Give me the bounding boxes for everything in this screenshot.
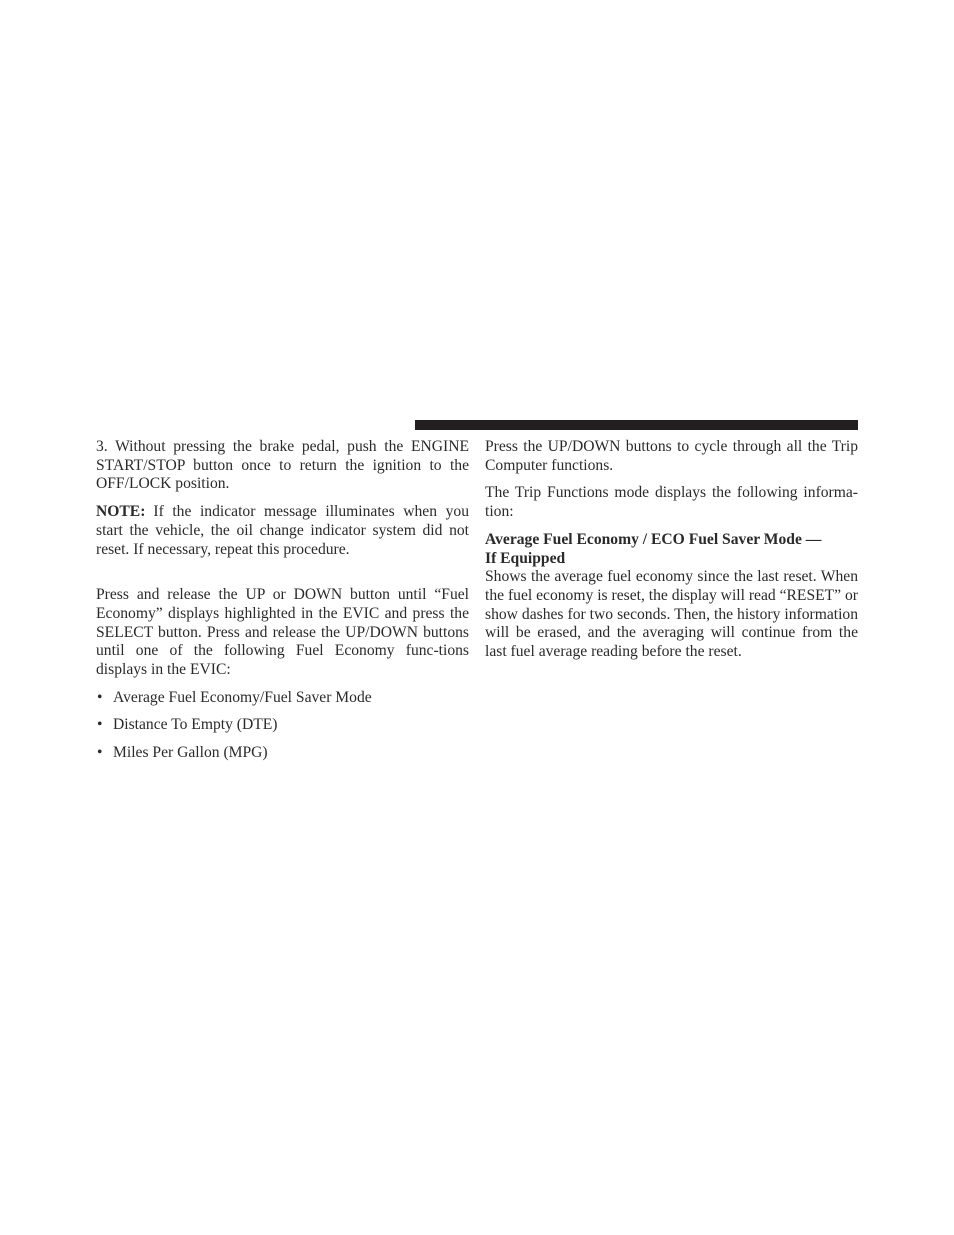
step-3-paragraph: 3. Without pressing the brake pedal, push the ENGINE START/STOP button once to return the ignition to the OFF/LOCK position. [96, 438, 469, 493]
note-label: NOTE: [96, 503, 146, 521]
list-item [96, 689, 469, 708]
list-item [96, 716, 469, 735]
bullet-icon: • [97, 688, 103, 706]
cycle-paragraph: Press the UP/DOWN buttons to cycle through all the Trip Computer functions. [485, 438, 858, 474]
note-paragraph [96, 503, 469, 559]
list-item [96, 744, 469, 763]
heading-line-2: If Equipped [485, 549, 566, 567]
left-column [96, 438, 469, 772]
fuel-economy-intro: Press and release the UP or DOWN button until “Fuel Economy” displays highlighted in the EVIC and press the SELECT button. Press and release the UP/DOWN buttons until one of the following Fuel Economy func-tions displays in the EVIC: [96, 586, 469, 679]
bullet-icon: • [97, 744, 103, 762]
list-item-text: Miles Per Gallon (MPG) [113, 744, 268, 762]
bullet-icon: • [97, 716, 103, 734]
header-bar [415, 420, 858, 430]
right-column [485, 438, 858, 662]
heading-line-1: Average Fuel Economy / ECO Fuel Saver Mode — [485, 530, 822, 548]
list-item-text: Distance To Empty (DTE) [113, 716, 278, 734]
fuel-economy-list [96, 689, 469, 763]
average-fuel-economy-paragraph: Shows the average fuel economy since the last reset. When the fuel economy is reset, the display will read “RESET” or show dashes for two seconds. Then, the history information will be erased, and the averaging will continue from the last fuel average reading before the reset. [485, 568, 858, 661]
trip-functions-paragraph: The Trip Functions mode displays the following informa-tion: [485, 484, 858, 521]
note-text: If the indicator message illuminates when you start the vehicle, the oil change indicator system did not reset. If necessary, repeat this procedure. [96, 503, 469, 558]
average-fuel-economy-heading [485, 531, 858, 568]
list-item-text: Average Fuel Economy/Fuel Saver Mode [113, 688, 372, 706]
